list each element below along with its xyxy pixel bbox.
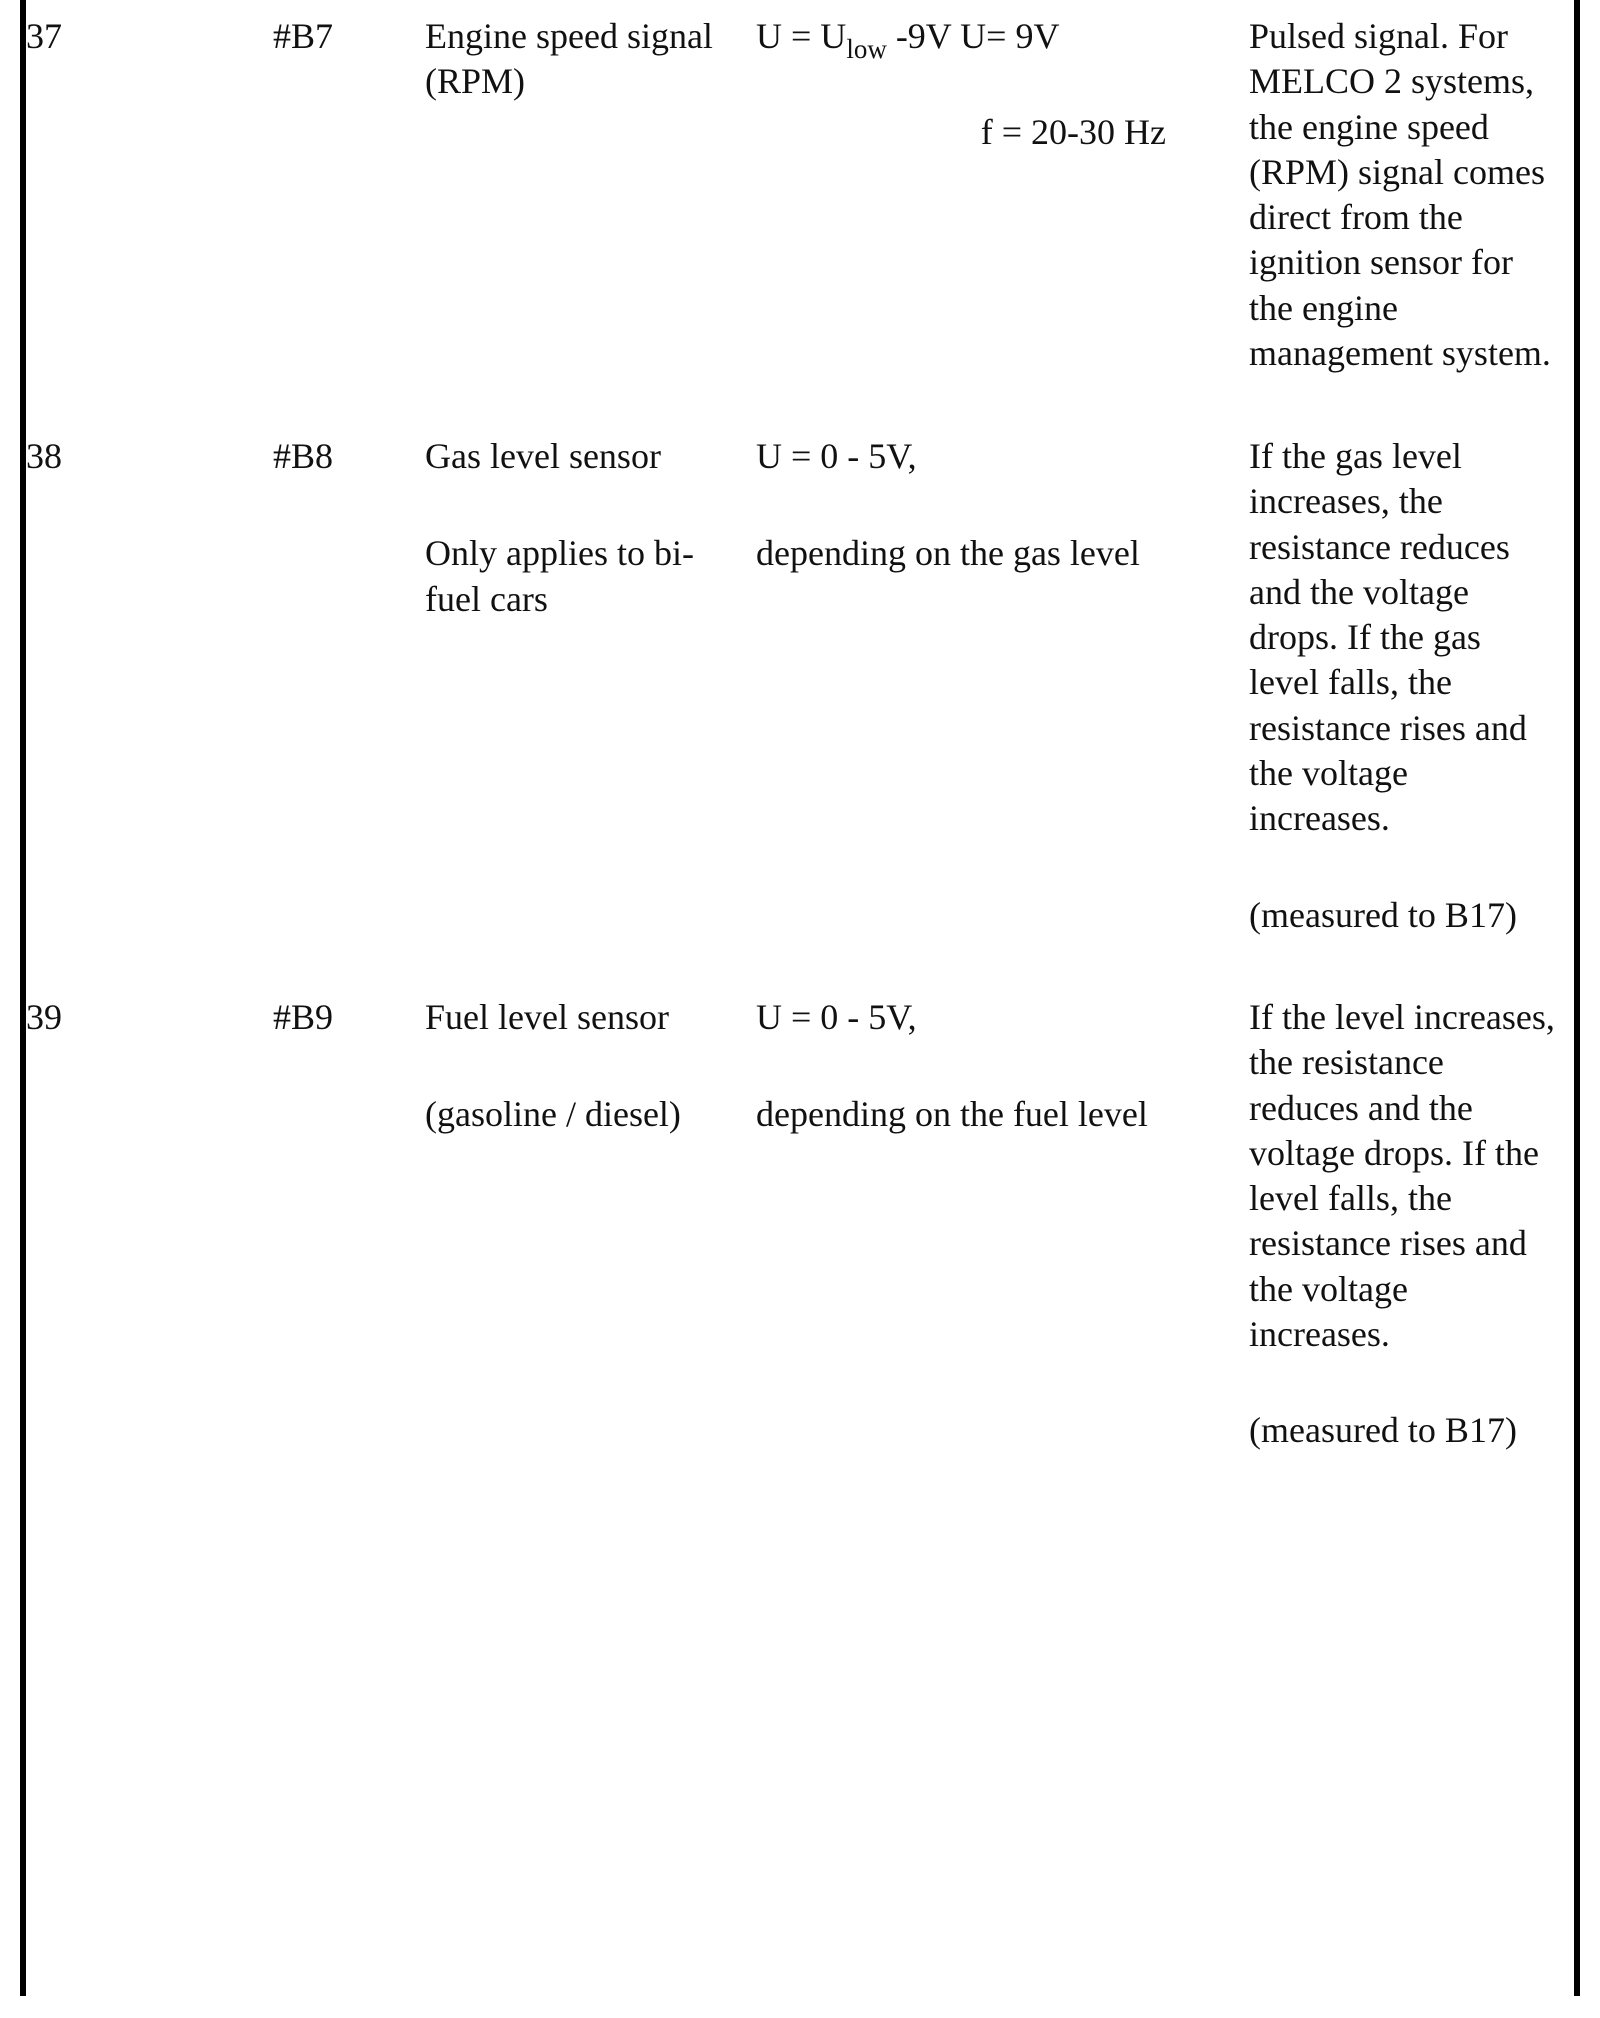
row-number: 39 (26, 997, 62, 1037)
signal-frequency: f = 20-30 Hz (980, 112, 1166, 152)
signal-value: $U = U_{low}$ -9V U= 9V (756, 16, 1060, 64)
signal-description: Gas level sensor Only applies to bi- fuel cars (425, 436, 694, 619)
signal-remarks: If the level increases, the resistance reduces and the voltage drops. If the level falls, the resistance rises and the voltage increases. (measured to B17) (1249, 995, 1555, 1454)
pin-id: #B7 (273, 16, 334, 56)
signal-value: U = 0 - 5V, depending on the fuel level (756, 997, 1148, 1135)
row-number: 38 (26, 436, 62, 476)
signal-remarks: Pulsed signal. For MELCO 2 systems, the engine speed (RPM) signal comes direct from the ignition sensor for the engine management system. (1249, 16, 1551, 374)
signal-description: Engine speed signal (RPM) (425, 16, 713, 102)
measurement-note: (measured to B17) (1249, 1410, 1517, 1451)
right-border-rule (1574, 0, 1580, 1996)
pin-id: #B8 (273, 436, 334, 476)
pin-id: #B9 (273, 997, 334, 1037)
signal-description: Fuel level sensor (gasoline / diesel) (425, 997, 681, 1135)
signal-value: U = 0 - 5V, depending on the gas level (756, 436, 1140, 574)
measurement-note: (measured to B17) (1249, 894, 1517, 935)
row-number: 37 (26, 16, 62, 56)
signal-remarks: If the gas level increases, the resistance reduces and the voltage drops. If the gas level falls, the resistance rises and the voltage increases. (measured to B17) (1249, 434, 1527, 938)
